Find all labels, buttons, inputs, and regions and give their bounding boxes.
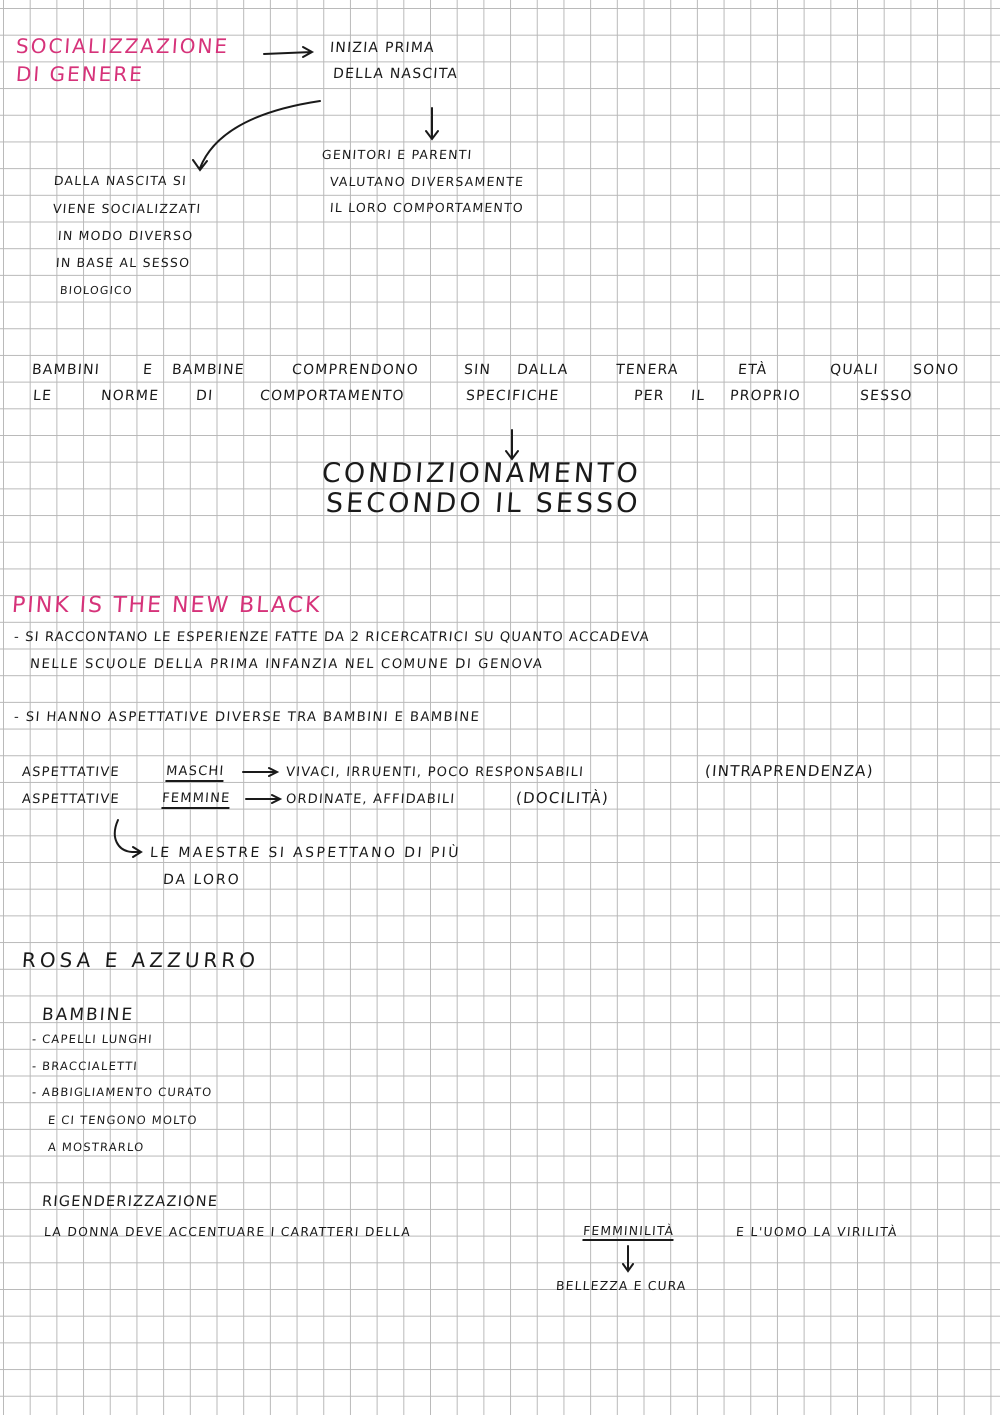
word: BAMBINI — [31, 362, 101, 378]
start-note-line2: DELLA NASCITA — [332, 66, 459, 82]
bullet2: - SI HANNO ASPETTATIVE DIVERSE TRA BAMBINI E BAMBINE — [13, 710, 481, 725]
left-note-line: VIENE SOCIALIZZATI — [52, 201, 202, 216]
word: DALLA — [516, 362, 570, 378]
left-note-line: IN BASE AL SESSO — [55, 255, 191, 270]
pink-section-title: PINK IS THE NEW BLACK — [11, 593, 323, 618]
word: COMPORTAMENTO — [259, 388, 406, 404]
word: QUALI — [829, 362, 880, 378]
expectation-key-m: MASCHI — [165, 764, 225, 782]
word: NORME — [100, 388, 160, 404]
expectation-label-m: ASPETTATIVE — [21, 765, 121, 780]
word: BAMBINE — [171, 362, 246, 378]
arrow-curve-to-left-note — [193, 101, 320, 170]
section-title-line1: SOCIALIZZAZIONE — [15, 34, 230, 58]
word: SPECIFICHE — [465, 388, 560, 404]
regender-key: FEMMINILITÀ — [582, 1224, 674, 1241]
expectation-extra-f: (DOCILITÀ) — [515, 789, 610, 807]
right-note-line: VALUTANO DIVERSAMENTE — [329, 174, 525, 189]
word: SESSO — [859, 388, 914, 404]
word: PER — [633, 388, 666, 404]
word: TENERA — [615, 362, 680, 378]
section3-subtitle: BAMBINE — [41, 1005, 135, 1025]
word: ETÀ — [737, 362, 769, 378]
arrow-title-to-start — [264, 47, 312, 57]
regender-sub: BELLEZZA E CURA — [555, 1279, 688, 1293]
list-item: - ABBIGLIAMENTO CURATO — [31, 1085, 213, 1099]
bullet1-line1: - SI RACCONTANO LE ESPERIENZE FATTE DA 2 RICERCATRICI SU QUANTO ACCADEVA — [13, 630, 651, 645]
arrow-hook-teachers — [115, 820, 141, 857]
list-item: E CI TENGONO MOLTO — [47, 1113, 199, 1127]
word: LE — [32, 388, 53, 404]
expectation-value-f: ORDINATE, AFFIDABILI — [285, 792, 456, 807]
arrow-femmine — [246, 795, 280, 803]
right-note-line: IL LORO COMPORTAMENTO — [329, 200, 525, 215]
word: PROPRIO — [729, 388, 802, 404]
word: SIN — [463, 362, 492, 378]
word: COMPRENDONO — [291, 362, 420, 378]
section3-title: ROSA E AZZURRO — [21, 948, 260, 972]
regender-title: RIGENDERIZZAZIONE — [41, 1194, 219, 1210]
list-item: - CAPELLI LUNGHI — [31, 1032, 154, 1046]
word: E — [142, 362, 154, 378]
bullet1-line2: NELLE SCUOLE DELLA PRIMA INFANZIA NEL COMUNE DI GENOVA — [29, 657, 545, 672]
expectation-value-m: VIVACI, IRRUENTI, POCO RESPONSABILI — [285, 765, 585, 780]
arrow-down-to-parents — [426, 108, 438, 139]
teacher-note-line2: DA LORO — [162, 872, 242, 888]
list-item: - BRACCIALETTI — [31, 1059, 139, 1073]
teacher-note-line1: LE MAESTRE SI ASPETTANO DI PIÙ — [149, 845, 462, 861]
regender-text: LA DONNA DEVE ACCENTUARE I CARATTERI DELLA — [43, 1225, 412, 1239]
expectation-extra-m: (INTRAPRENDENZA) — [704, 762, 875, 780]
left-note-line: BIOLOGICO — [59, 284, 134, 297]
result-line1: CONDIZIONAMENTO — [320, 458, 642, 489]
expectation-key-f: FEMMINE — [161, 791, 231, 809]
right-note-line: GENITORI E PARENTI — [321, 147, 473, 162]
expectation-label-f: ASPETTATIVE — [21, 792, 121, 807]
left-note-line: IN MODO DIVERSO — [57, 228, 194, 243]
start-note-line1: INIZIA PRIMA — [329, 40, 436, 56]
left-note-line: DALLA NASCITA SI — [53, 173, 188, 188]
result-line2: SECONDO IL SESSO — [324, 488, 642, 519]
word: DI — [195, 388, 214, 404]
regender-end: E L'UOMO LA VIRILITÀ — [735, 1225, 899, 1239]
list-item: A MOSTRARLO — [47, 1140, 145, 1154]
arrow-down-beauty — [623, 1246, 633, 1271]
arrow-down-to-result — [506, 430, 518, 459]
arrow-maschi — [243, 768, 277, 776]
section-title-line2: DI GENERE — [15, 62, 145, 86]
word: SONO — [912, 362, 960, 378]
word: IL — [690, 388, 706, 404]
